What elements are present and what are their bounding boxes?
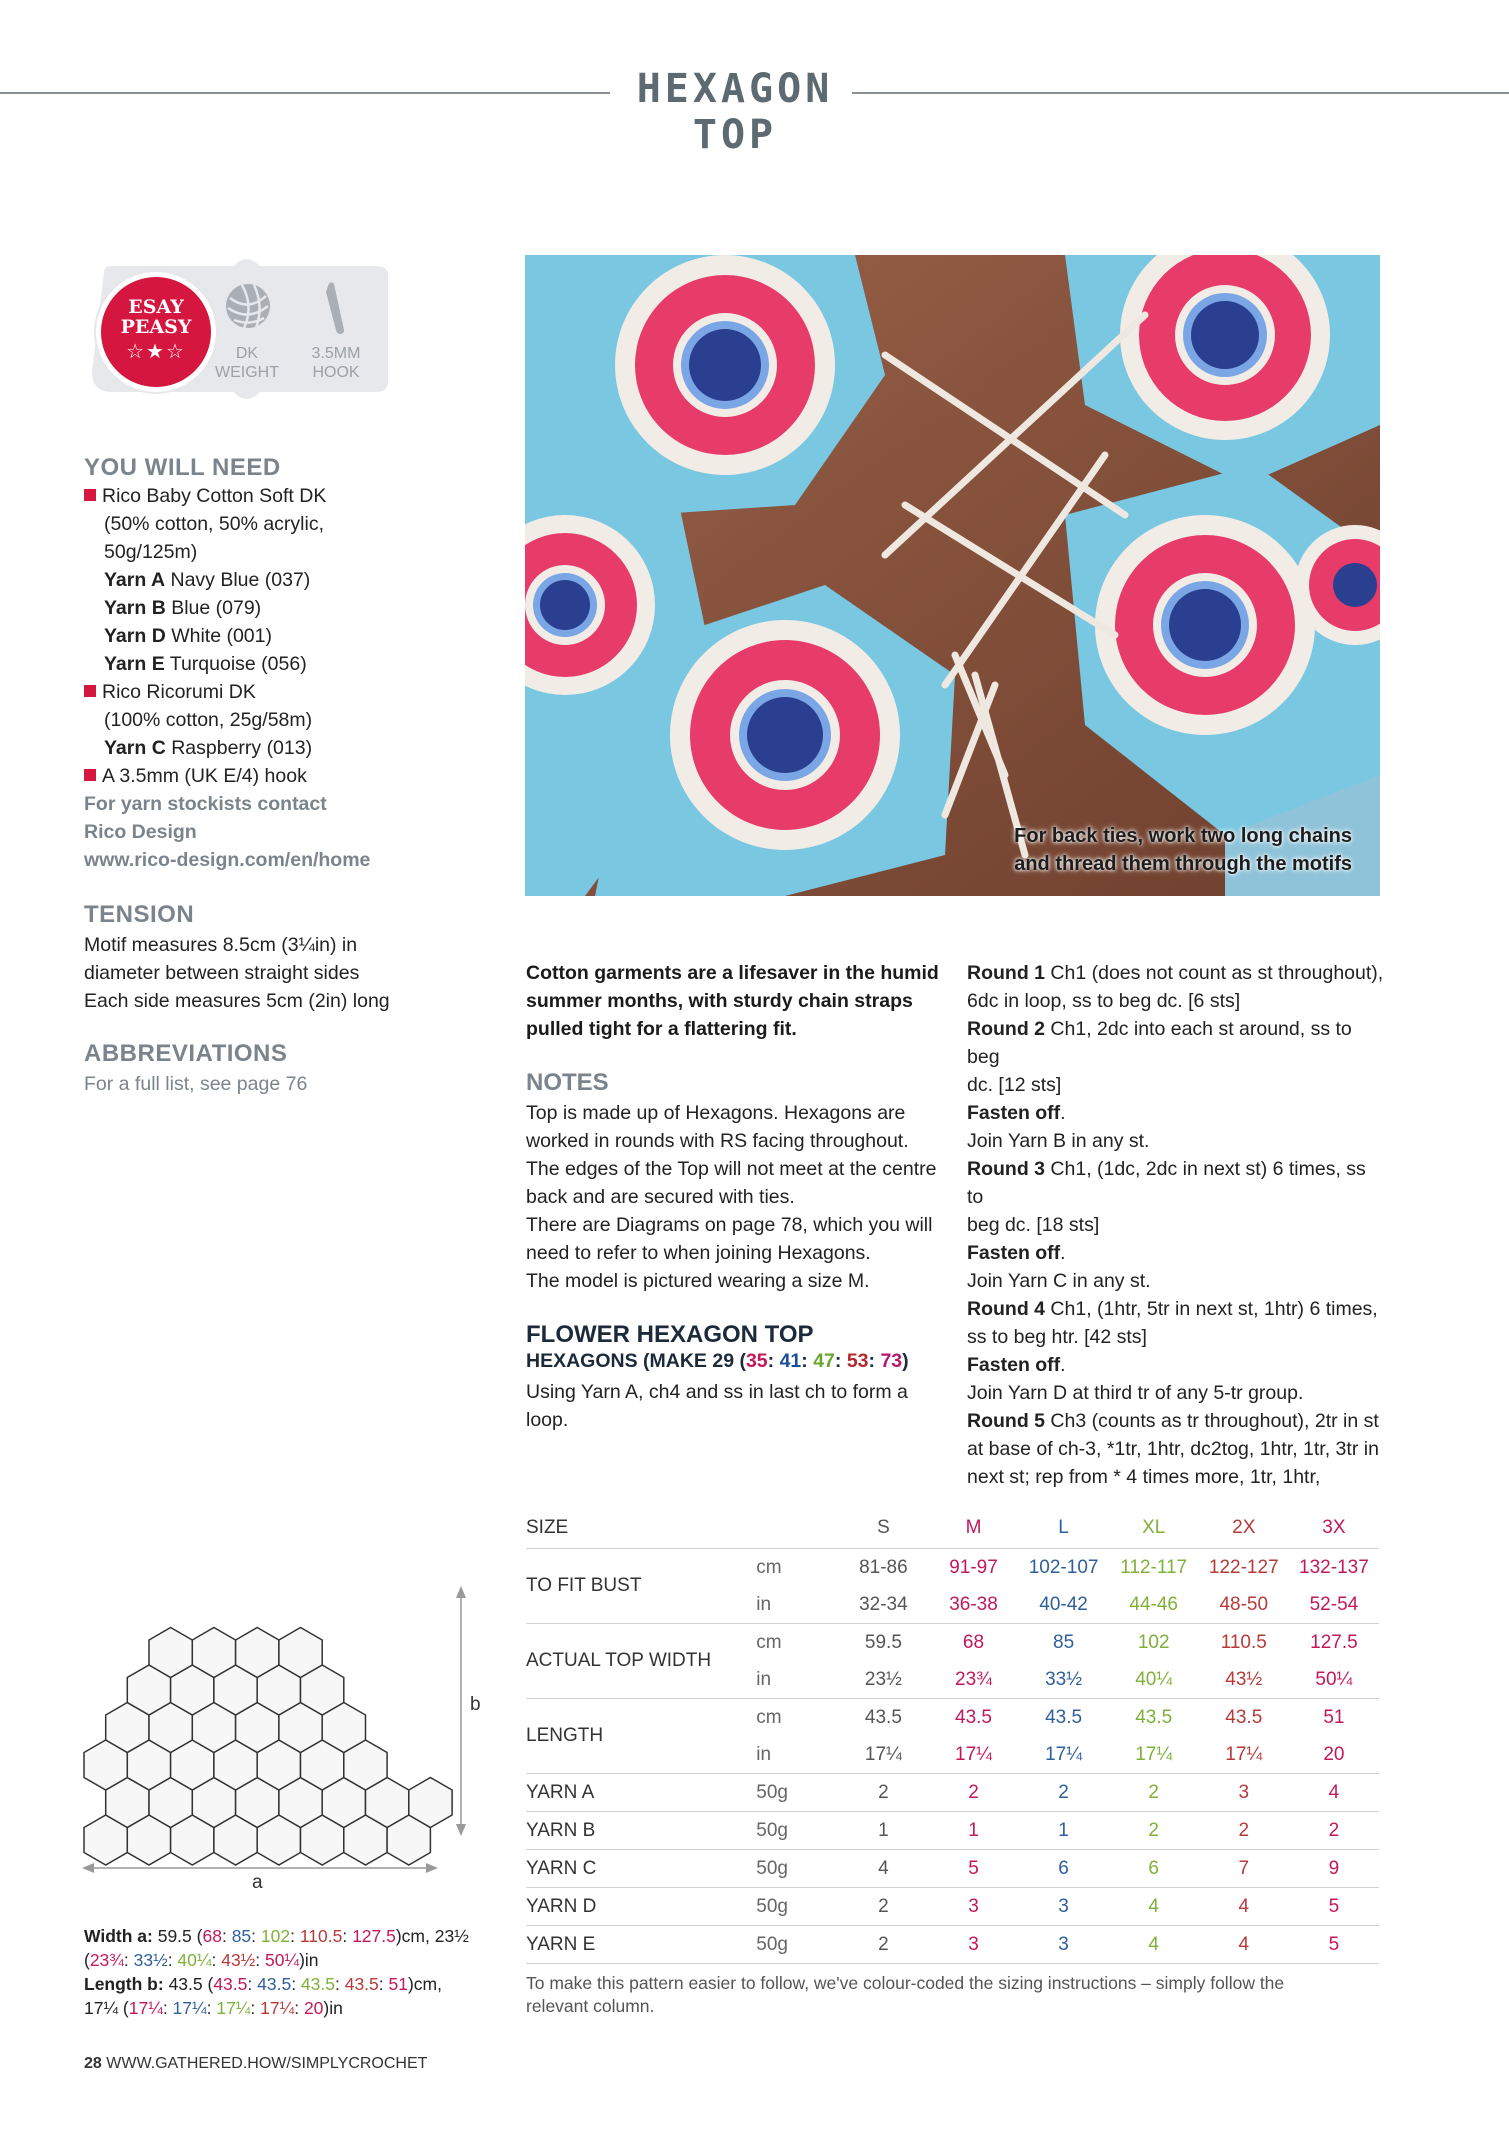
rating-stars: ☆★☆ [126,339,186,363]
caption-line: and thread them through the motifs [1014,853,1352,875]
table-cell: 43.5 [864,1706,902,1728]
yarn-colour: Navy Blue (037) [165,569,311,591]
tension-title: TENSION [84,901,195,928]
list-item [84,482,424,510]
note-line: To make this pattern easier to follow, we've colour-coded the sizing instructions – simply follow the [526,1973,1285,1993]
row-label: YARN E [526,1926,756,1964]
rating-line1: ESAY [128,296,184,318]
row-label: YARN C [526,1850,756,1888]
table-cell: 102-107 [1028,1556,1099,1578]
unit-cell: in [756,1586,838,1624]
pattern-line [967,1379,1387,1407]
table-row [526,1699,1379,1737]
tension-line: Each side measures 5cm (2in) long [84,990,390,1012]
table-cell: 2 [1109,1812,1199,1850]
size-table [526,1508,1379,1964]
table-cell: 6 [1019,1850,1109,1888]
table-cell: 17¼ [1019,1736,1109,1774]
table-cell: 85 [1053,1631,1075,1653]
hexagons-suffix: ) [902,1350,909,1372]
tension-text [84,931,424,1015]
size-2x: 2X [1199,1508,1289,1549]
notes-line: There are Diagrams on page 78, which you will [526,1214,933,1236]
crochet-hook-icon [320,280,350,336]
hex-count-xl: 47 [813,1350,835,1372]
table-cell: 17¼ [1199,1736,1289,1774]
table-cell: 3 [928,1926,1018,1964]
table-row [526,1774,1379,1812]
separator: : [221,1926,232,1946]
round-text: . [1060,1242,1066,1264]
material-name: Rico Baby Cotton Soft DK [102,485,327,507]
table-cell: 43.5 [1135,1706,1173,1728]
pattern-line [967,1295,1387,1323]
hex-count-2x: 53 [846,1350,869,1372]
pattern-line [967,1155,1387,1211]
size-3x: 3X [1289,1508,1379,1549]
table-cell: 110.5 [1220,1631,1267,1653]
separator: : [162,1998,173,2018]
length-in-s: 17¼ ( [84,1998,129,2018]
table-cell: 3 [1199,1774,1289,1812]
intro-line: pulled tight for a flattering fit. [526,1018,797,1040]
separator: : [868,1350,881,1372]
pattern-line [967,1099,1387,1127]
pattern-line [967,1071,1387,1099]
table-cell: 17¼ [928,1736,1018,1774]
tension-line: diameter between straight sides [84,962,360,984]
table-cell: 59.5 [864,1631,902,1653]
abbreviations-text: For a full list, see page 76 [84,1073,308,1095]
table-cell: 50¼ [1289,1661,1379,1699]
material-name: Rico Ricorumi DK [102,681,256,703]
round-text: beg dc. [18 sts] [967,1214,1100,1236]
arrow-head [456,1586,466,1598]
photo-caption [1014,822,1352,878]
unit-header [756,1508,838,1549]
arrow-head [82,1863,94,1873]
pattern-line [967,1267,1387,1295]
table-cell: 9 [1289,1850,1379,1888]
note-line: relevant column. [526,1996,655,2016]
length-inches-line [84,1996,484,2020]
materials-list [84,482,424,874]
row-label: TO FIT BUST [526,1549,756,1624]
width-inches-line [84,1948,484,1972]
table-cell: 68 [962,1631,985,1653]
pattern-line [967,1323,1387,1351]
hex-count-m: 35 [745,1350,768,1372]
dk-weight-label: DK WEIGHT [215,345,279,381]
instruction-line: Using Yarn A, ch4 and ss in last ch to form a [526,1381,908,1403]
pattern-line [967,1407,1387,1435]
length-xl: 43.5 [300,1974,335,1994]
table-cell: 43.5 [1045,1706,1083,1728]
width-line [84,1924,484,1948]
unit-cell: 50g [756,1850,838,1888]
width-tail: )cm, 23½ [395,1926,469,1946]
width-in-2x: 43½ [221,1950,256,1970]
hex-count-3x: 73 [880,1350,903,1372]
round-label: Round 3 [967,1158,1045,1180]
table-cell: 36-38 [928,1586,1018,1624]
table-cell: 48-50 [1199,1586,1289,1624]
table-cell: 4 [1199,1888,1289,1926]
width-in-xl: 40¼ [177,1950,212,1970]
material-detail: (50% cotton, 50% acrylic, [104,513,325,535]
length-label: Length b: [84,1974,164,1994]
table-cell: 2 [1199,1812,1289,1850]
hook-size-label: 3.5MM HOOK [311,345,361,381]
table-cell: 3 [928,1888,1018,1926]
pattern-line [967,1211,1387,1239]
bullet-icon [84,489,96,501]
pattern-rounds [967,959,1387,1491]
table-cell: 43½ [1199,1661,1289,1699]
material-name: A 3.5mm (UK E/4) hook [102,765,307,787]
separator: : [206,1998,217,2018]
yarn-colour: White (001) [165,625,272,647]
table-cell: 1 [1019,1812,1109,1850]
notes-line: worked in rounds with RS facing throughout. [526,1130,909,1152]
separator: : [167,1950,178,1970]
round-text: ss to beg htr. [42 sts] [967,1326,1147,1348]
length-tail: )cm, [407,1974,443,1994]
table-cell: 6 [1109,1850,1199,1888]
table-cell: 3 [1019,1888,1109,1926]
table-cell: 4 [838,1850,928,1888]
notes-title: NOTES [526,1069,609,1096]
pattern-line [967,987,1387,1015]
pattern-line [967,959,1387,987]
table-note [526,1972,1346,2018]
separator: : [801,1350,814,1372]
table-cell: 52-54 [1289,1586,1379,1624]
table-cell: 102 [1137,1631,1170,1653]
round-text: Join Yarn D at third tr of any 5-tr group. [967,1382,1304,1404]
yarn-label: Yarn E [104,653,165,675]
table-cell: 32-34 [838,1586,928,1624]
size-xl: XL [1109,1508,1199,1549]
length-in-tail: )in [323,1998,343,2018]
table-cell: 40-42 [1019,1586,1109,1624]
table-cell: 81-86 [859,1556,908,1578]
material-detail: 50g/125m) [104,541,198,563]
notes-line: back and are secured with ties. [526,1186,795,1208]
footer-url[interactable]: WWW.GATHERED.HOW/SIMPLYCROCHET [101,2055,428,2072]
width-l: 85 [231,1926,252,1946]
intro-line: summer months, with sturdy chain straps [526,990,913,1012]
stockists-link[interactable]: www.rico-design.com/en/home [84,849,371,871]
bullet-icon [84,769,96,781]
table-cell: 2 [838,1888,928,1926]
table-row [526,1850,1379,1888]
separator: : [247,1974,258,1994]
hexagons-count [526,1350,909,1373]
difficulty-badge [84,252,396,406]
yarn-ball-icon [224,282,272,330]
table-cell: 44-46 [1109,1586,1199,1624]
round-text: . [1060,1102,1066,1124]
size-header: SIZE [526,1508,756,1549]
table-cell: 17¼ [838,1736,928,1774]
unit-cell: 50g [756,1812,838,1850]
table-row [526,1624,1379,1662]
hexagons-label: HEXAGONS (MAKE 29 ( [526,1350,746,1372]
material-detail: (100% cotton, 25g/58m) [104,709,313,731]
round-label: Fasten off [967,1102,1061,1124]
round-text: next st; rep from * 4 times more, 1tr, 1htr, [967,1466,1321,1488]
row-label: YARN D [526,1888,756,1926]
caption-line: For back ties, work two long chains [1014,825,1352,847]
notes-line: need to refer to when joining Hexagons. [526,1242,871,1264]
table-cell: 122-127 [1208,1556,1279,1578]
unit-cell: 50g [756,1774,838,1812]
round-label: Round 2 [967,1018,1045,1040]
notes-line: The model is pictured wearing a size M. [526,1270,870,1292]
separator: : [342,1926,353,1946]
abbreviations-title: ABBREVIATIONS [84,1040,288,1067]
table-cell: 4 [1289,1774,1379,1812]
yarn-label: Yarn D [104,625,166,647]
length-in-3x: 20 [303,1998,324,2018]
row-label: LENGTH [526,1699,756,1774]
round-label: Fasten off [967,1354,1061,1376]
intro-line: Cotton garments are a lifesaver in the humid [526,962,939,984]
pattern-line [967,1351,1387,1379]
table-cell: 2 [1109,1774,1199,1812]
table-cell: 5 [1289,1926,1379,1964]
round-text: . [1060,1354,1066,1376]
pattern-line [967,1127,1387,1155]
size-l: L [1019,1508,1109,1549]
page-title: HEXAGON TOP [636,66,834,158]
table-cell: 2 [1019,1774,1109,1812]
table-row [526,1549,1379,1587]
size-s: S [838,1508,928,1549]
row-label: ACTUAL TOP WIDTH [526,1624,756,1699]
yarn-colour: Blue (079) [165,597,262,619]
table-row [526,1926,1379,1964]
table-cell: 1 [838,1812,928,1850]
table-cell: 2 [928,1774,1018,1812]
notes-text [526,1099,946,1295]
pattern-line [967,1239,1387,1267]
separator: : [211,1950,222,1970]
length-in-xl: 17¼ [216,1998,251,2018]
yarn-colour: Raspberry (013) [165,737,313,759]
dimension-label-a: a [252,1872,263,1893]
round-label: Round 5 [967,1410,1045,1432]
unit-cell: cm [756,1556,782,1578]
easy-peasy-rating [96,272,216,392]
separator: : [250,1998,261,2018]
length-in-l: 17¼ [172,1998,207,2018]
intro-text [526,959,946,1043]
instruction-line: loop. [526,1409,569,1431]
table-cell: 91-97 [949,1556,998,1578]
round-text: Ch1, (1htr, 5tr in next st, 1htr) 6 times, [1045,1298,1378,1320]
stockists-text: For yarn stockists contact [84,793,327,815]
length-2x: 43.5 [344,1974,379,1994]
page-footer [84,2055,427,2073]
round-text: Ch1, 2dc into each st around, ss to beg [967,1018,1352,1068]
table-cell: 132-137 [1299,1556,1369,1578]
flower-hexagon-title: FLOWER HEXAGON TOP [526,1321,814,1348]
unit-cell: cm [756,1631,782,1653]
length-in-m: 17¼ [128,1998,163,2018]
pattern-line [967,1435,1387,1463]
length-l: 43.5 [257,1974,292,1994]
separator: : [255,1950,266,1970]
width-label: Width a: [84,1926,153,1946]
width-in-m: 23¾ [89,1950,124,1970]
table-row [526,1888,1379,1926]
dimension-label-b: b [470,1694,481,1715]
table-cell: 112-117 [1120,1556,1188,1578]
width-s: 59.5 ( [152,1926,203,1946]
width-3x: 127.5 [352,1926,396,1946]
length-s: 43.5 ( [163,1974,214,1994]
length-3x: 51 [388,1974,408,1994]
separator: : [378,1974,389,1994]
paren: ( [84,1950,90,1970]
yarn-colour: Turquoise (056) [164,653,307,675]
tension-line: Motif measures 8.5cm (3¼in) in [84,934,358,956]
round-text: at base of ch-3, *1tr, 1htr, dc2tog, 1htr, 1tr, 3tr in [967,1438,1379,1460]
round-text: Join Yarn B in any st. [967,1130,1150,1152]
arrow-head [456,1824,466,1836]
hexagon-layout-diagram [78,1580,498,1900]
unit-cell: in [756,1736,838,1774]
separator: : [291,1974,301,1994]
unit-cell: 50g [756,1888,838,1926]
table-cell: 7 [1199,1850,1289,1888]
table-cell: 43.5 [955,1706,992,1728]
yarn-line [84,734,424,762]
table-cell: 5 [1289,1888,1379,1926]
yarn-line [84,594,424,622]
dimensions-text [84,1924,484,2020]
table-cell: 20 [1289,1736,1379,1774]
hexagon-top-photo [525,255,1380,896]
page-number: 28 [84,2055,102,2072]
header-rule-right [852,92,1509,94]
table-cell: 4 [1109,1888,1199,1926]
photo-illustration [525,255,1380,896]
width-2x: 110.5 [299,1926,343,1946]
table-cell: 51 [1323,1706,1345,1728]
row-label: YARN A [526,1774,756,1812]
table-cell: 3 [1019,1926,1109,1964]
separator: : [834,1350,847,1372]
yarn-label: Yarn B [104,597,166,619]
unit-cell: 50g [756,1926,838,1964]
table-cell: 23¾ [928,1661,1018,1699]
separator: : [767,1350,780,1372]
separator: : [290,1926,300,1946]
yarn-label: Yarn A [104,569,166,591]
table-cell: 4 [1199,1926,1289,1964]
round-text: Join Yarn C in any st. [967,1270,1151,1292]
width-in-3x: 50¼ [265,1950,300,1970]
list-item [84,678,424,706]
width-in-l: 33½ [133,1950,168,1970]
table-header-row [526,1508,1379,1549]
separator: : [334,1974,345,1994]
separator: : [123,1950,134,1970]
table-cell: 2 [838,1774,928,1812]
round-label: Round 1 [967,962,1045,984]
header-rule-left [0,92,610,94]
length-line [84,1972,484,1996]
table-cell: 23½ [838,1661,928,1699]
stockists-text: Rico Design [84,821,197,843]
separator: : [251,1926,261,1946]
table-cell: 33½ [1019,1661,1109,1699]
length-m: 43.5 [213,1974,248,1994]
unit-cell: in [756,1661,838,1699]
round-text: Ch1, (1dc, 2dc in next st) 6 times, ss to [967,1158,1366,1208]
table-cell: 17¼ [1109,1736,1199,1774]
pattern-line [967,1463,1387,1491]
table-row [526,1812,1379,1850]
round-text: Ch3 (counts as tr throughout), 2tr in st [1045,1410,1379,1432]
notes-line: The edges of the Top will not meet at the centre [526,1158,937,1180]
round-label: Fasten off [967,1242,1061,1264]
table-cell: 2 [838,1926,928,1964]
round-text: 6dc in loop, ss to beg dc. [6 sts] [967,990,1241,1012]
hexagon-grid [78,1580,498,1900]
length-in-2x: 17¼ [260,1998,295,2018]
pattern-line [967,1015,1387,1071]
arrow-head [426,1863,438,1873]
table-cell: 4 [1109,1926,1199,1964]
notes-line: Top is made up of Hexagons. Hexagons are [526,1102,906,1124]
you-will-need-title: YOU WILL NEED [84,454,281,481]
round-label: Round 4 [967,1298,1045,1320]
yarn-line [84,566,424,594]
width-xl: 102 [260,1926,291,1946]
rating-line2: PEASY [120,316,192,338]
size-m: M [928,1508,1018,1549]
hex-count-l: 41 [779,1350,802,1372]
round-text: dc. [12 sts] [967,1074,1062,1096]
yarn-line [84,650,424,678]
yarn-line [84,622,424,650]
table-cell: 5 [928,1850,1018,1888]
width-in-tail: )in [299,1950,319,1970]
row-label: YARN B [526,1812,756,1850]
table-cell: 1 [928,1812,1018,1850]
yarn-label: Yarn C [104,737,166,759]
width-m: 68 [202,1926,222,1946]
table-cell: 43.5 [1225,1706,1263,1728]
table-cell: 2 [1289,1812,1379,1850]
list-item [84,762,424,790]
table-cell: 40¼ [1109,1661,1199,1699]
table-cell: 127.5 [1310,1631,1358,1653]
round-text: Ch1 (does not count as st throughout), [1045,962,1384,984]
unit-cell: cm [756,1706,782,1728]
flower-instructions [526,1378,946,1434]
separator: : [294,1998,304,2018]
bullet-icon [84,685,96,697]
